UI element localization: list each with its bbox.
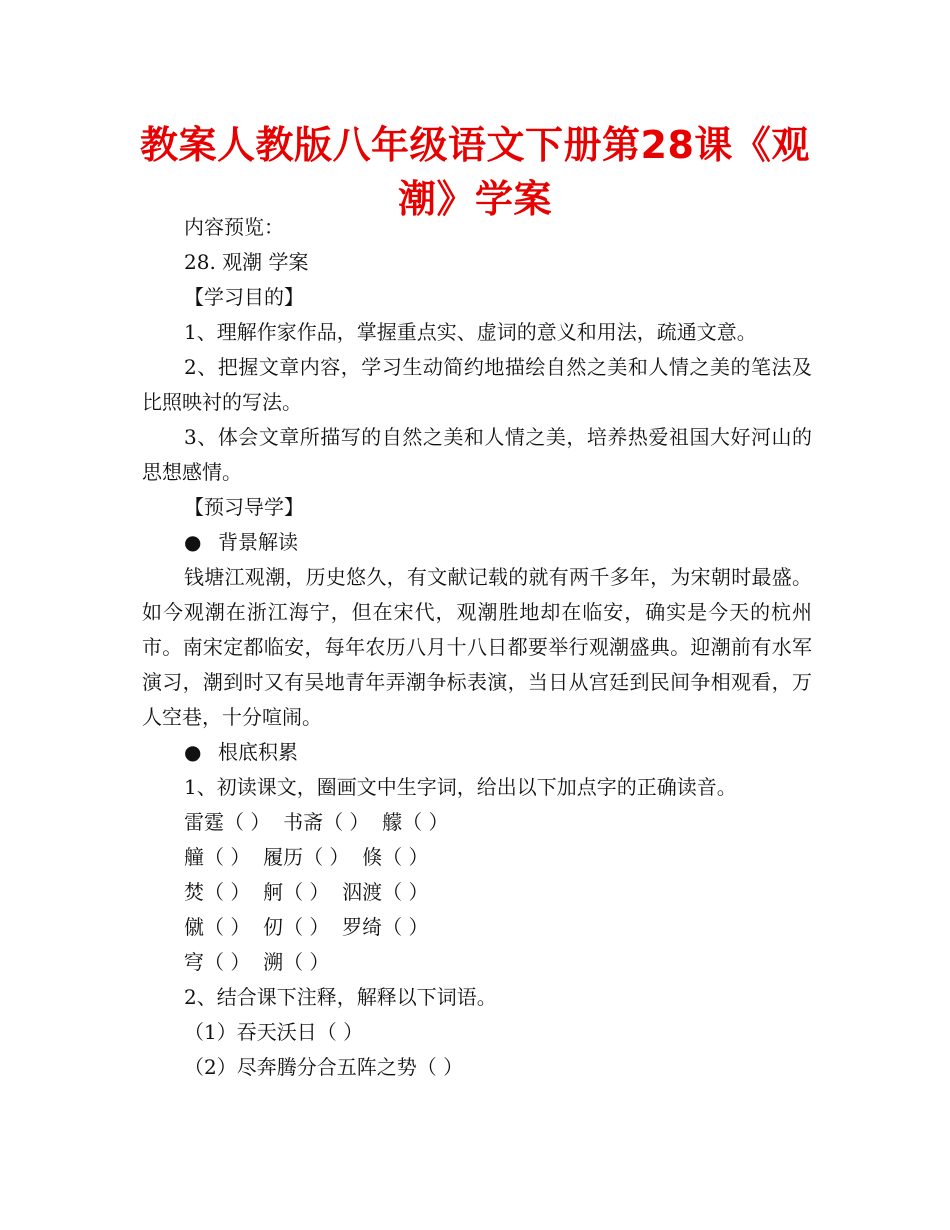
term-item-1: （1）吞天沃日（ ） [184, 1020, 364, 1044]
document-title: 教案人教版八年级语文下册第28课《观潮》学案 [140, 123, 810, 221]
goal-item-3: 3、体会文章所描写的自然之美和人情之美，培养热爱祖国大好河山的思想感情。 [142, 425, 812, 484]
task-2: 2、结合课下注释，解释以下词语。 [184, 985, 497, 1009]
preview-label: 内容预览： [184, 215, 284, 239]
pronunciation-row: 僦（ ） 仞（ ） 罗绮（ ） [184, 915, 429, 939]
goal-item-1: 1、理解作家作品，掌握重点实、虚词的意义和用法，疏通文意。 [184, 320, 757, 344]
term-item-2: （2）尽奔腾分合五阵之势（ ） [184, 1055, 464, 1079]
section-heading-preview: 【预习导学】 [184, 495, 304, 519]
background-heading-row [142, 525, 812, 560]
task-1: 1、初读课文，圈画文中生字词，给出以下加点字的正确读音。 [184, 775, 737, 799]
foundation-heading-row [142, 735, 812, 770]
lesson-heading: 28. 观潮 学案 [184, 250, 309, 274]
pronunciation-row: 焚（ ） 舸（ ） 泅渡（ ） [184, 880, 429, 904]
section-heading-goals: 【学习目的】 [184, 285, 304, 309]
document-body [142, 210, 812, 1085]
bullet-icon: ● [184, 740, 202, 764]
pronunciation-row: 艟（ ） 履历（ ） 倏（ ） [184, 845, 429, 869]
pronunciation-row: 雷霆（ ） 书斋（ ） 艨（ ） [184, 810, 449, 834]
background-heading: 背景解读 [218, 530, 298, 554]
goal-item-2: 2、把握文章内容，学习生动简约地描绘自然之美和人情之美的笔法及比照映衬的写法。 [142, 355, 812, 414]
foundation-heading: 根底积累 [218, 740, 298, 764]
bullet-icon: ● [184, 530, 202, 554]
pronunciation-row: 穹（ ） 溯（ ） [184, 950, 330, 974]
background-paragraph: 钱塘江观潮，历史悠久，有文献记载的就有两千多年，为宋朝时最盛。如今观潮在浙江海宁，但在宋代，观潮胜地却在临安，确实是今天的杭州市。南宋定都临安，每年农历八月十八日都要举行观潮盛典。迎潮前有水军演习，潮到时又有吴地青年弄潮争标表演，当日从宫廷到民间争相观看，万人空巷，十分喧闹。 [142, 565, 812, 729]
